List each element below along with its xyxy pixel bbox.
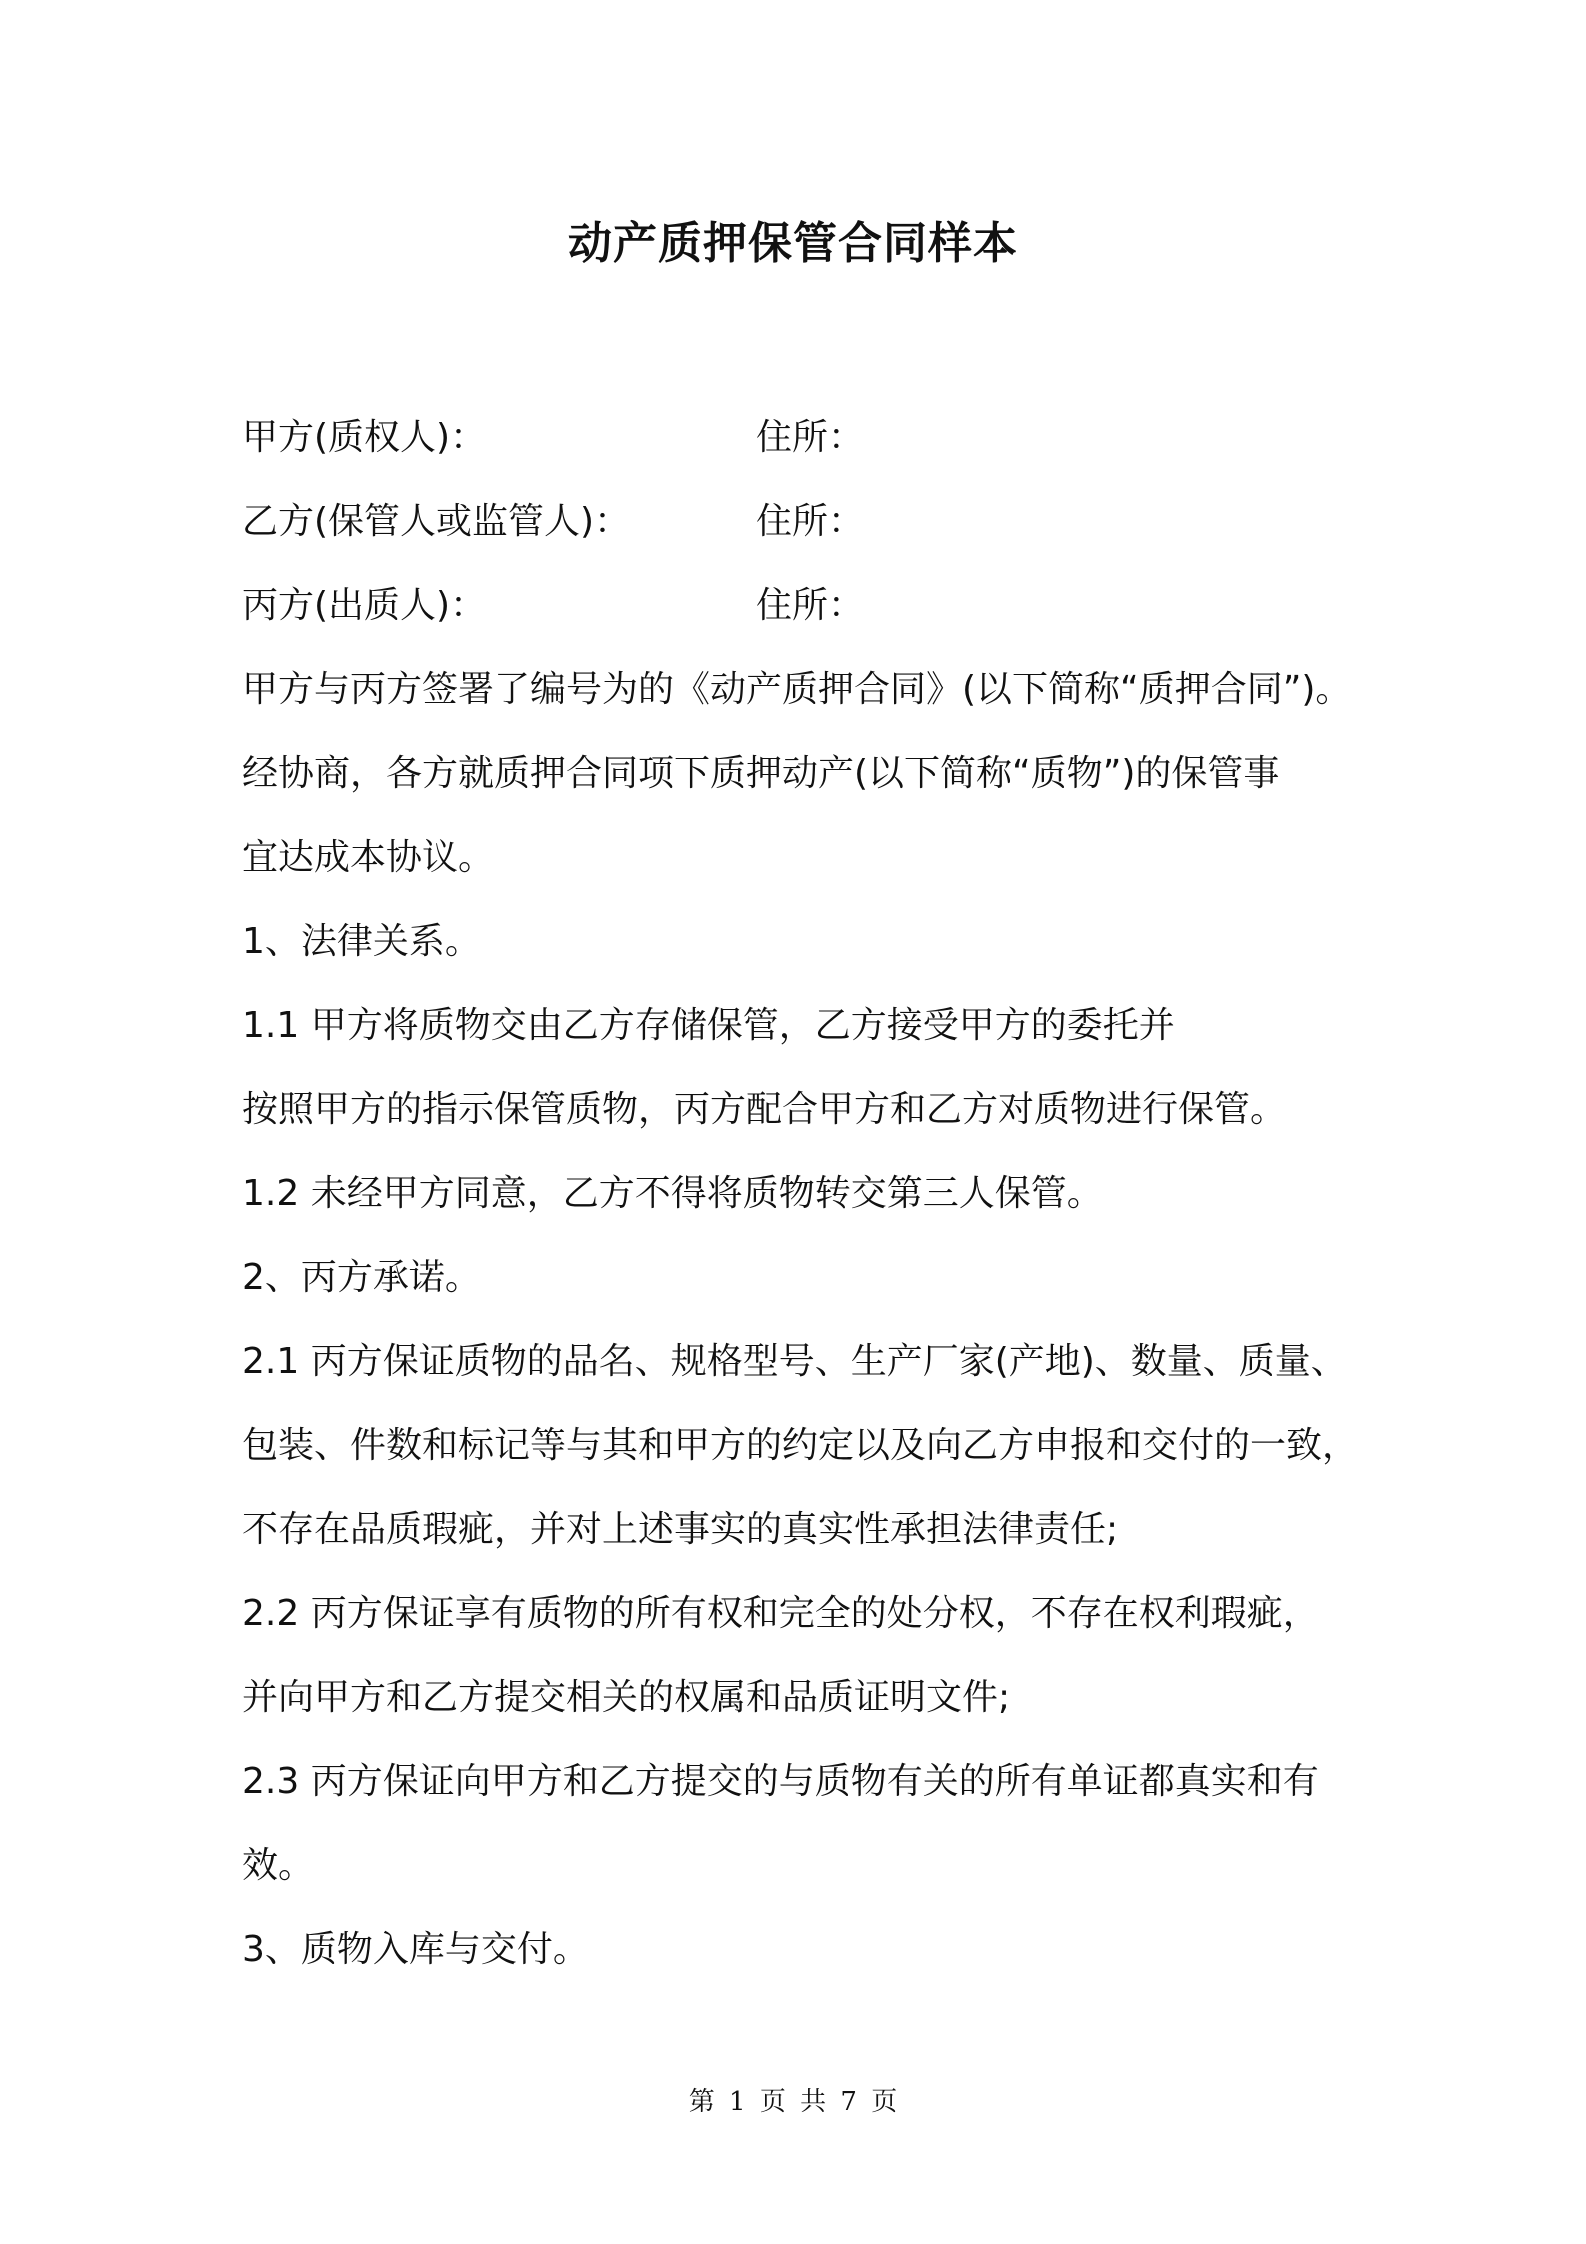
- document-title: 动产质押保管合同样本: [568, 218, 1018, 269]
- clause-1-2: 1.2 未经甲方同意，乙方不得将质物转交第三人保管。: [242, 1173, 1103, 1214]
- section-heading-2: 2、丙方承诺。: [242, 1257, 481, 1298]
- party-a-label: 甲方(质权人)：: [242, 417, 487, 458]
- party-row-a: [242, 408, 1342, 468]
- body-line-1: 甲方与丙方签署了编号为的《动产质押合同》(以下简称“质押合同”)。: [242, 669, 1352, 710]
- body-line-3: 宜达成本协议。: [242, 837, 495, 878]
- clause-2-1-line-3: 不存在品质瑕疵，并对上述事实的真实性承担法律责任;: [242, 1509, 1119, 1550]
- party-a-address-label: 住所：: [756, 417, 865, 458]
- party-row-b: [242, 492, 1342, 552]
- clause-2-2-line-1: 2.2 丙方保证享有质物的所有权和完全的处分权，不存在权利瑕疵，: [242, 1593, 1319, 1634]
- clause-2-3-line-1: 2.3 丙方保证向甲方和乙方提交的与质物有关的所有单证都真实和有: [242, 1761, 1319, 1802]
- clause-2-1-line-2: 包装、件数和标记等与其和甲方的约定以及向乙方申报和交付的一致，: [242, 1425, 1359, 1466]
- party-row-c: [242, 576, 1342, 636]
- clause-2-1-line-1: 2.1 丙方保证质物的品名、规格型号、生产厂家(产地)、数量、质量、: [242, 1341, 1347, 1382]
- section-heading-3: 3、质物入库与交付。: [242, 1929, 589, 1970]
- clause-2-3-line-2: 效。: [242, 1845, 315, 1886]
- section-heading-1: 1、法律关系。: [242, 921, 481, 962]
- clause-2-2-line-2: 并向甲方和乙方提交相关的权属和品质证明文件;: [242, 1677, 1011, 1718]
- page-number-footer: 第 1 页 共 7 页: [688, 2087, 898, 2117]
- party-c-label: 丙方(出质人)：: [242, 585, 487, 626]
- clause-1-1-line-2: 按照甲方的指示保管质物，丙方配合甲方和乙方对质物进行保管。: [242, 1089, 1287, 1130]
- party-b-label: 乙方(保管人或监管人)：: [242, 501, 631, 542]
- party-b-address-label: 住所：: [756, 501, 865, 542]
- body-line-2: 经协商，各方就质押合同项下质押动产(以下简称“质物”)的保管事: [242, 753, 1280, 794]
- clause-1-1-line-1: 1.1 甲方将质物交由乙方存储保管，乙方接受甲方的委托并: [242, 1005, 1175, 1046]
- party-c-address-label: 住所：: [756, 585, 865, 626]
